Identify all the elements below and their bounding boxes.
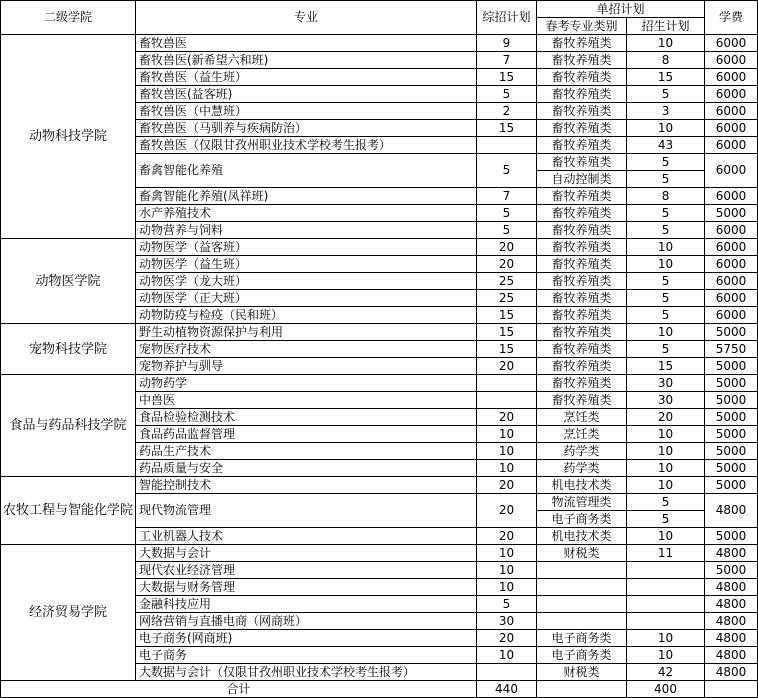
tuition-value: 4800 [705,664,758,681]
enroll-plan-value [627,613,705,630]
spring-category-value: 畜牧养殖类 [537,256,627,273]
enroll-plan-value: 5 [627,341,705,358]
enroll-plan-value: 42 [627,664,705,681]
enroll-plan-value: 43 [627,137,705,154]
enroll-plan-value: 10 [627,256,705,273]
enroll-plan-value: 15 [627,358,705,375]
major-name: 动物医学（正大班） [136,290,477,307]
comprehensive-plan-value: 20 [477,494,537,528]
tuition-value: 4800 [705,647,758,664]
enroll-plan-value: 10 [627,477,705,494]
comprehensive-plan-value: 10 [477,562,537,579]
spring-category-value: 物流管理类 [537,494,627,511]
college-name: 宠物科技学院 [1,324,136,375]
tuition-value: 6000 [705,256,758,273]
enroll-plan-value: 5 [627,290,705,307]
comprehensive-plan-value: 9 [477,35,537,52]
spring-category-value: 畜牧养殖类 [537,290,627,307]
major-name: 大数据与会计 [136,545,477,562]
tuition-value: 6000 [705,273,758,290]
tuition-value: 5000 [705,426,758,443]
total-empty-category [537,681,627,698]
comprehensive-plan-value: 5 [477,86,537,103]
table-body [1,1,758,698]
spring-category-value: 电子商务类 [537,511,627,528]
comprehensive-plan-value: 10 [477,426,537,443]
comprehensive-plan-value: 7 [477,188,537,205]
major-name: 动物医学（龙大班） [136,273,477,290]
header-enroll-plan: 招生计划 [627,18,705,35]
major-name: 现代农业经济管理 [136,562,477,579]
comprehensive-plan-value: 25 [477,273,537,290]
comprehensive-plan-value: 15 [477,341,537,358]
enroll-plan-value [627,579,705,596]
spring-category-value: 畜牧养殖类 [537,86,627,103]
comprehensive-plan-value: 20 [477,477,537,494]
spring-category-value: 畜牧养殖类 [537,69,627,86]
major-name: 宠物养护与驯导 [136,358,477,375]
total-enroll-plan: 400 [627,681,705,698]
college-name: 经济贸易学院 [1,545,136,681]
major-name: 畜牧兽医（益生班） [136,69,477,86]
header-single-plan: 单招计划 [537,1,705,18]
enroll-plan-value: 10 [627,528,705,545]
tuition-value: 5750 [705,341,758,358]
spring-category-value: 畜牧养殖类 [537,52,627,69]
spring-category-value: 药学类 [537,443,627,460]
enroll-plan-value: 10 [627,324,705,341]
tuition-value: 4800 [705,596,758,613]
major-name: 电子商务(网商班) [136,630,477,647]
tuition-value: 5000 [705,358,758,375]
major-name: 网络营销与直播电商（网商班） [136,613,477,630]
enroll-plan-value: 30 [627,392,705,409]
comprehensive-plan-value: 20 [477,409,537,426]
comprehensive-plan-value: 20 [477,528,537,545]
tuition-value: 6000 [705,86,758,103]
table-row [1,239,758,256]
tuition-value: 5000 [705,460,758,477]
comprehensive-plan-value: 15 [477,120,537,137]
comprehensive-plan-value: 20 [477,358,537,375]
tuition-value: 4800 [705,545,758,562]
spring-category-value: 畜牧养殖类 [537,35,627,52]
comprehensive-plan-value: 10 [477,460,537,477]
major-name: 动物防疫与检疫（民和班） [136,307,477,324]
enroll-plan-value: 5 [627,494,705,511]
college-name: 食品与药品科技学院 [1,375,136,477]
major-name: 智能控制技术 [136,477,477,494]
major-name: 大数据与会计（仅限甘孜州职业技术学校考生报考） [136,664,477,681]
spring-category-value: 财税类 [537,664,627,681]
tuition-value: 4800 [705,579,758,596]
spring-category-value: 畜牧养殖类 [537,222,627,239]
enroll-plan-value: 5 [627,273,705,290]
header-major: 专业 [136,1,477,35]
tuition-value: 5000 [705,443,758,460]
spring-category-value: 烹饪类 [537,409,627,426]
spring-category-value: 畜牧养殖类 [537,307,627,324]
major-name: 野生动植物资源保护与利用 [136,324,477,341]
spring-category-value: 财税类 [537,545,627,562]
tuition-value: 6000 [705,188,758,205]
comprehensive-plan-value: 10 [477,443,537,460]
comprehensive-plan-value [477,137,537,154]
tuition-value: 6000 [705,239,758,256]
enroll-plan-value: 11 [627,545,705,562]
spring-category-value [537,596,627,613]
major-name: 畜牧兽医（仅限甘孜州职业技术学校考生报考） [136,137,477,154]
comprehensive-plan-value [477,375,537,392]
total-empty-tuition [705,681,758,698]
enroll-plan-value: 10 [627,460,705,477]
spring-category-value: 电子商务类 [537,630,627,647]
major-name: 畜禽智能化养殖 [136,154,477,188]
spring-category-value: 畜牧养殖类 [537,137,627,154]
tuition-value: 5000 [705,205,758,222]
major-name: 动物药学 [136,375,477,392]
table-row [1,375,758,392]
enroll-plan-value: 10 [627,426,705,443]
comprehensive-plan-value: 30 [477,613,537,630]
spring-category-value: 畜牧养殖类 [537,341,627,358]
comprehensive-plan-value: 20 [477,256,537,273]
spring-category-value: 畜牧养殖类 [537,392,627,409]
comprehensive-plan-value: 25 [477,290,537,307]
enroll-plan-value: 8 [627,188,705,205]
total-comprehensive-plan: 440 [477,681,537,698]
comprehensive-plan-value: 5 [477,596,537,613]
college-name: 动物科技学院 [1,35,136,239]
enroll-plan-value: 10 [627,630,705,647]
table-row [1,324,758,341]
enroll-plan-value: 10 [627,120,705,137]
spring-category-value: 畜牧养殖类 [537,188,627,205]
major-name: 工业机器人技术 [136,528,477,545]
tuition-value: 6000 [705,154,758,188]
total-label: 合计 [1,681,477,698]
spring-category-value: 畜牧养殖类 [537,273,627,290]
tuition-value: 5000 [705,528,758,545]
tuition-value: 6000 [705,307,758,324]
enroll-plan-value: 5 [627,171,705,188]
spring-category-value: 畜牧养殖类 [537,239,627,256]
comprehensive-plan-value: 15 [477,324,537,341]
spring-category-value: 机电技术类 [537,528,627,545]
enroll-plan-value: 5 [627,511,705,528]
comprehensive-plan-value: 10 [477,647,537,664]
enroll-plan-value: 8 [627,52,705,69]
spring-category-value: 药学类 [537,460,627,477]
spring-category-value: 机电技术类 [537,477,627,494]
tuition-value: 6000 [705,69,758,86]
major-name: 畜牧兽医（中慧班） [136,103,477,120]
major-name: 动物营养与饲料 [136,222,477,239]
tuition-value: 4800 [705,630,758,647]
major-name: 食品药品监督管理 [136,426,477,443]
tuition-value: 6000 [705,35,758,52]
comprehensive-plan-value: 20 [477,239,537,256]
major-name: 畜牧兽医(益客班) [136,86,477,103]
major-name: 金融科技应用 [136,596,477,613]
comprehensive-plan-value: 7 [477,52,537,69]
comprehensive-plan-value: 15 [477,307,537,324]
spring-category-value: 畜牧养殖类 [537,103,627,120]
tuition-value: 5000 [705,477,758,494]
tuition-value: 6000 [705,222,758,239]
major-name: 水产养殖技术 [136,205,477,222]
major-name: 宠物医疗技术 [136,341,477,358]
enroll-plan-value: 20 [627,409,705,426]
major-name: 中兽医 [136,392,477,409]
table-row [1,477,758,494]
major-name: 现代物流管理 [136,494,477,528]
spring-category-value: 畜牧养殖类 [537,375,627,392]
tuition-value: 5000 [705,375,758,392]
tuition-value: 6000 [705,103,758,120]
comprehensive-plan-value: 5 [477,154,537,188]
comprehensive-plan-value: 20 [477,630,537,647]
tuition-value: 5000 [705,392,758,409]
comprehensive-plan-value: 10 [477,545,537,562]
enroll-plan-value: 10 [627,443,705,460]
enroll-plan-value: 5 [627,222,705,239]
header-row [1,1,758,18]
comprehensive-plan-value: 5 [477,222,537,239]
spring-category-value: 畜牧养殖类 [537,358,627,375]
major-name: 畜牧兽医 [136,35,477,52]
spring-category-value: 畜牧养殖类 [537,324,627,341]
enroll-plan-value: 5 [627,307,705,324]
tuition-value: 4800 [705,613,758,630]
comprehensive-plan-value [477,392,537,409]
table-row [1,545,758,562]
enroll-plan-value: 5 [627,86,705,103]
major-name: 药品生产技术 [136,443,477,460]
tuition-value: 5000 [705,409,758,426]
tuition-value: 6000 [705,137,758,154]
header-comprehensive-plan: 综招计划 [477,1,537,35]
spring-category-value: 自动控制类 [537,171,627,188]
major-name: 药品质量与安全 [136,460,477,477]
major-name: 畜牧兽医（马驯养与疾病防治） [136,120,477,137]
major-name: 动物医学（益客班） [136,239,477,256]
major-name: 畜牧兽医(新希望六和班) [136,52,477,69]
enroll-plan-value: 30 [627,375,705,392]
comprehensive-plan-value: 15 [477,69,537,86]
spring-category-value: 畜牧养殖类 [537,154,627,171]
enroll-plan-value: 5 [627,154,705,171]
total-row [1,681,758,698]
comprehensive-plan-value: 10 [477,579,537,596]
enroll-plan-value: 10 [627,647,705,664]
spring-category-value: 畜牧养殖类 [537,120,627,137]
tuition-value: 6000 [705,120,758,137]
tuition-value: 5000 [705,562,758,579]
header-spring-category: 春考专业类别 [537,18,627,35]
tuition-value: 4800 [705,494,758,528]
enroll-plan-value [627,562,705,579]
tuition-value: 5000 [705,324,758,341]
comprehensive-plan-value: 5 [477,205,537,222]
enroll-plan-value: 15 [627,69,705,86]
tuition-value: 6000 [705,290,758,307]
major-name: 食品检验检测技术 [136,409,477,426]
table-row [1,35,758,52]
enroll-plan-value [627,596,705,613]
spring-category-value [537,579,627,596]
spring-category-value: 畜牧养殖类 [537,205,627,222]
enroll-plan-value: 10 [627,239,705,256]
college-name: 农牧工程与智能化学院 [1,477,136,545]
comprehensive-plan-value: 2 [477,103,537,120]
enroll-plan-value: 3 [627,103,705,120]
spring-category-value [537,562,627,579]
major-name: 大数据与财务管理 [136,579,477,596]
major-name: 动物医学（益生班） [136,256,477,273]
major-name: 电子商务 [136,647,477,664]
major-name: 畜禽智能化养殖(凤祥班) [136,188,477,205]
enroll-plan-value: 10 [627,35,705,52]
spring-category-value [537,613,627,630]
college-name: 动物医学院 [1,239,136,324]
tuition-value: 6000 [705,52,758,69]
comprehensive-plan-value [477,664,537,681]
header-tuition: 学费 [705,1,758,35]
spring-category-value: 烹饪类 [537,426,627,443]
spring-category-value: 电子商务类 [537,647,627,664]
enroll-plan-value: 5 [627,205,705,222]
header-college: 二级学院 [1,1,136,35]
